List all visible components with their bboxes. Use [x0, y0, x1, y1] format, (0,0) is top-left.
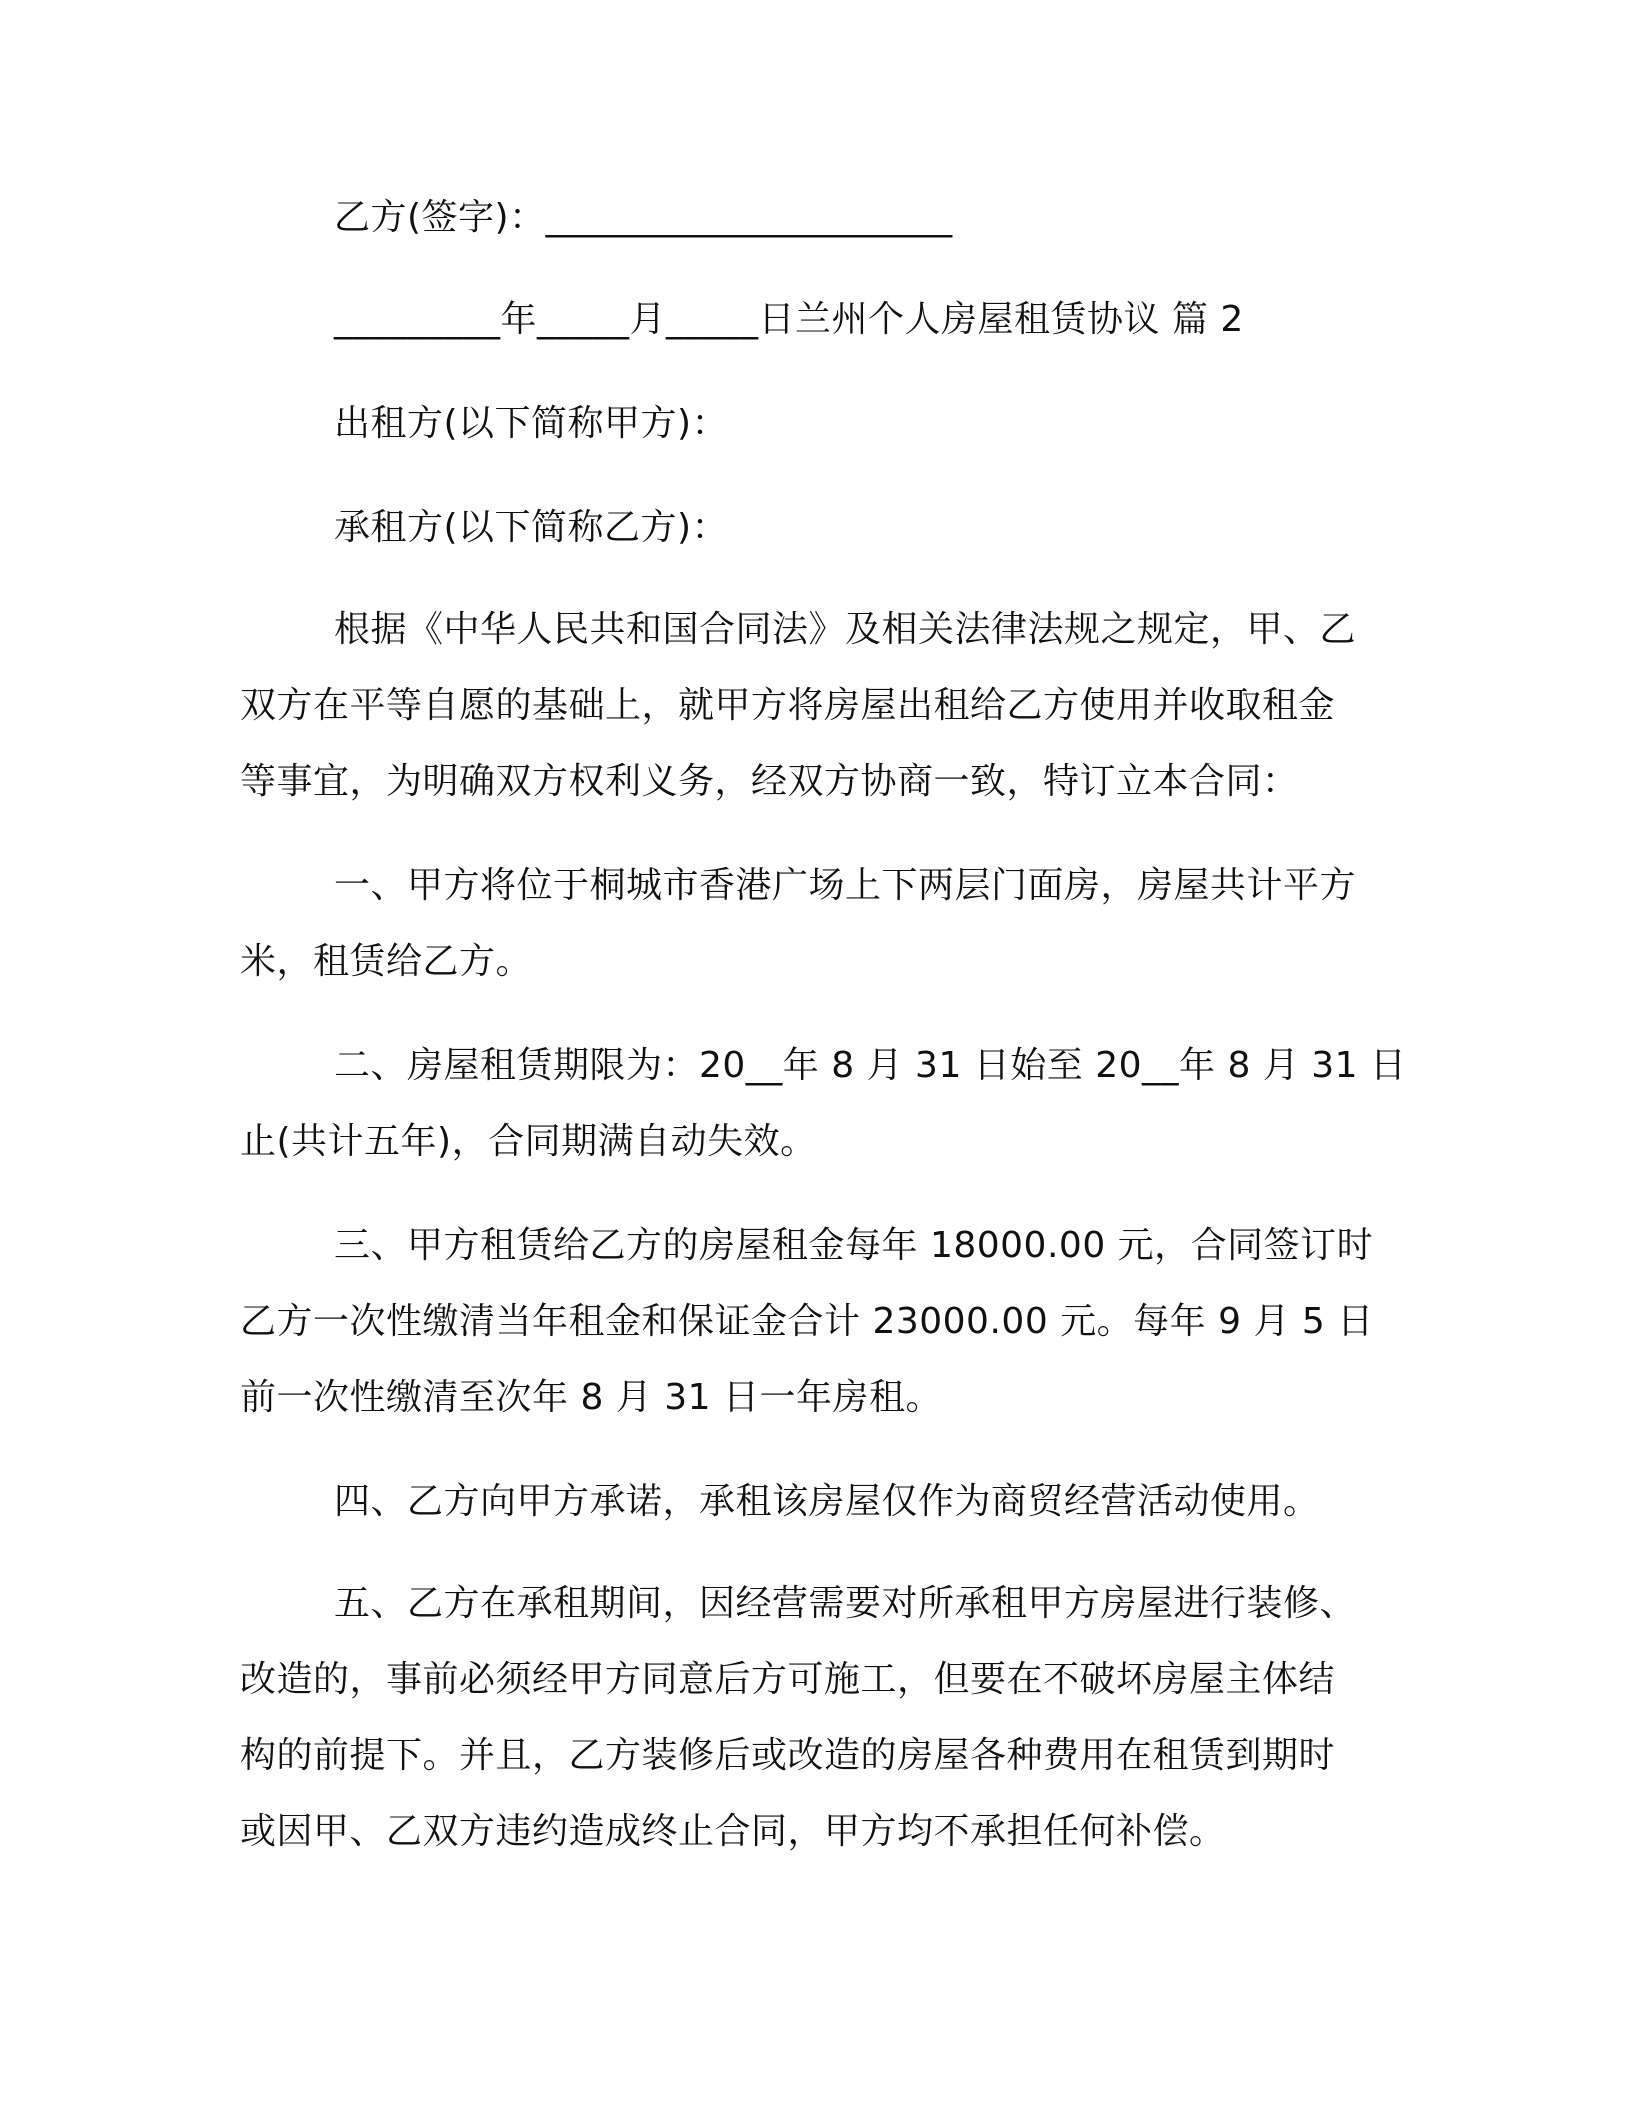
preamble-line-2: 双方在平等自愿的基础上，就甲方将房屋出租给乙方使用并收取租金 — [240, 685, 1336, 726]
preamble-line-3: 等事宜，为明确双方权利义务，经双方协商一致，特订立本合同： — [240, 761, 1299, 802]
clause-1-line-1: 一、甲方将位于桐城市香港广场上下两层门面房，房屋共计平方 — [334, 865, 1357, 906]
clause-5-line-2: 改造的，事前必须经甲方同意后方可施工，但要在不破坏房屋主体结 — [240, 1659, 1336, 1700]
clause-5-line-1: 五、乙方在承租期间，因经营需要对所承租甲方房屋进行装修、 — [334, 1583, 1357, 1624]
clause-3-line-2: 乙方一次性缴清当年租金和保证金合计 23000.00 元。每年 9 月 5 日 — [240, 1301, 1374, 1342]
clause-2-line-1: 二、房屋租赁期限为：20__年 8 月 31 日始至 20__年 8 月 31 日 — [334, 1045, 1407, 1086]
preamble-line-1: 根据《中华人民共和国合同法》及相关法律法规之规定，甲、乙 — [334, 609, 1357, 650]
clause-5-line-3: 构的前提下。并且，乙方装修后或改造的房屋各种费用在租赁到期时 — [240, 1735, 1336, 1776]
clause-3-line-3: 前一次性缴清至次年 8 月 31 日一年房租。 — [240, 1377, 942, 1418]
clause-1-line-2: 米，租赁给乙方。 — [240, 941, 533, 982]
signature-line-party-b: 乙方(签字)：______________________ — [334, 197, 953, 238]
clause-4-line-1: 四、乙方向甲方承诺，承租该房屋仅作为商贸经营活动使用。 — [334, 1481, 1320, 1522]
clause-5-line-4: 或因甲、乙双方违约造成终止合同，甲方均不承担任何补偿。 — [240, 1811, 1226, 1852]
date-and-title-line: _________年_____月_____日兰州个人房屋租赁协议 篇 2 — [334, 299, 1244, 340]
clause-3-line-1: 三、甲方租赁给乙方的房屋租金每年 18000.00 元，合同签订时 — [334, 1225, 1374, 1266]
clause-2-line-2: 止(共计五年)，合同期满自动失效。 — [240, 1121, 817, 1162]
lessor-line: 出租方(以下简称甲方)： — [334, 403, 729, 444]
lessee-line: 承租方(以下简称乙方)： — [334, 507, 729, 548]
